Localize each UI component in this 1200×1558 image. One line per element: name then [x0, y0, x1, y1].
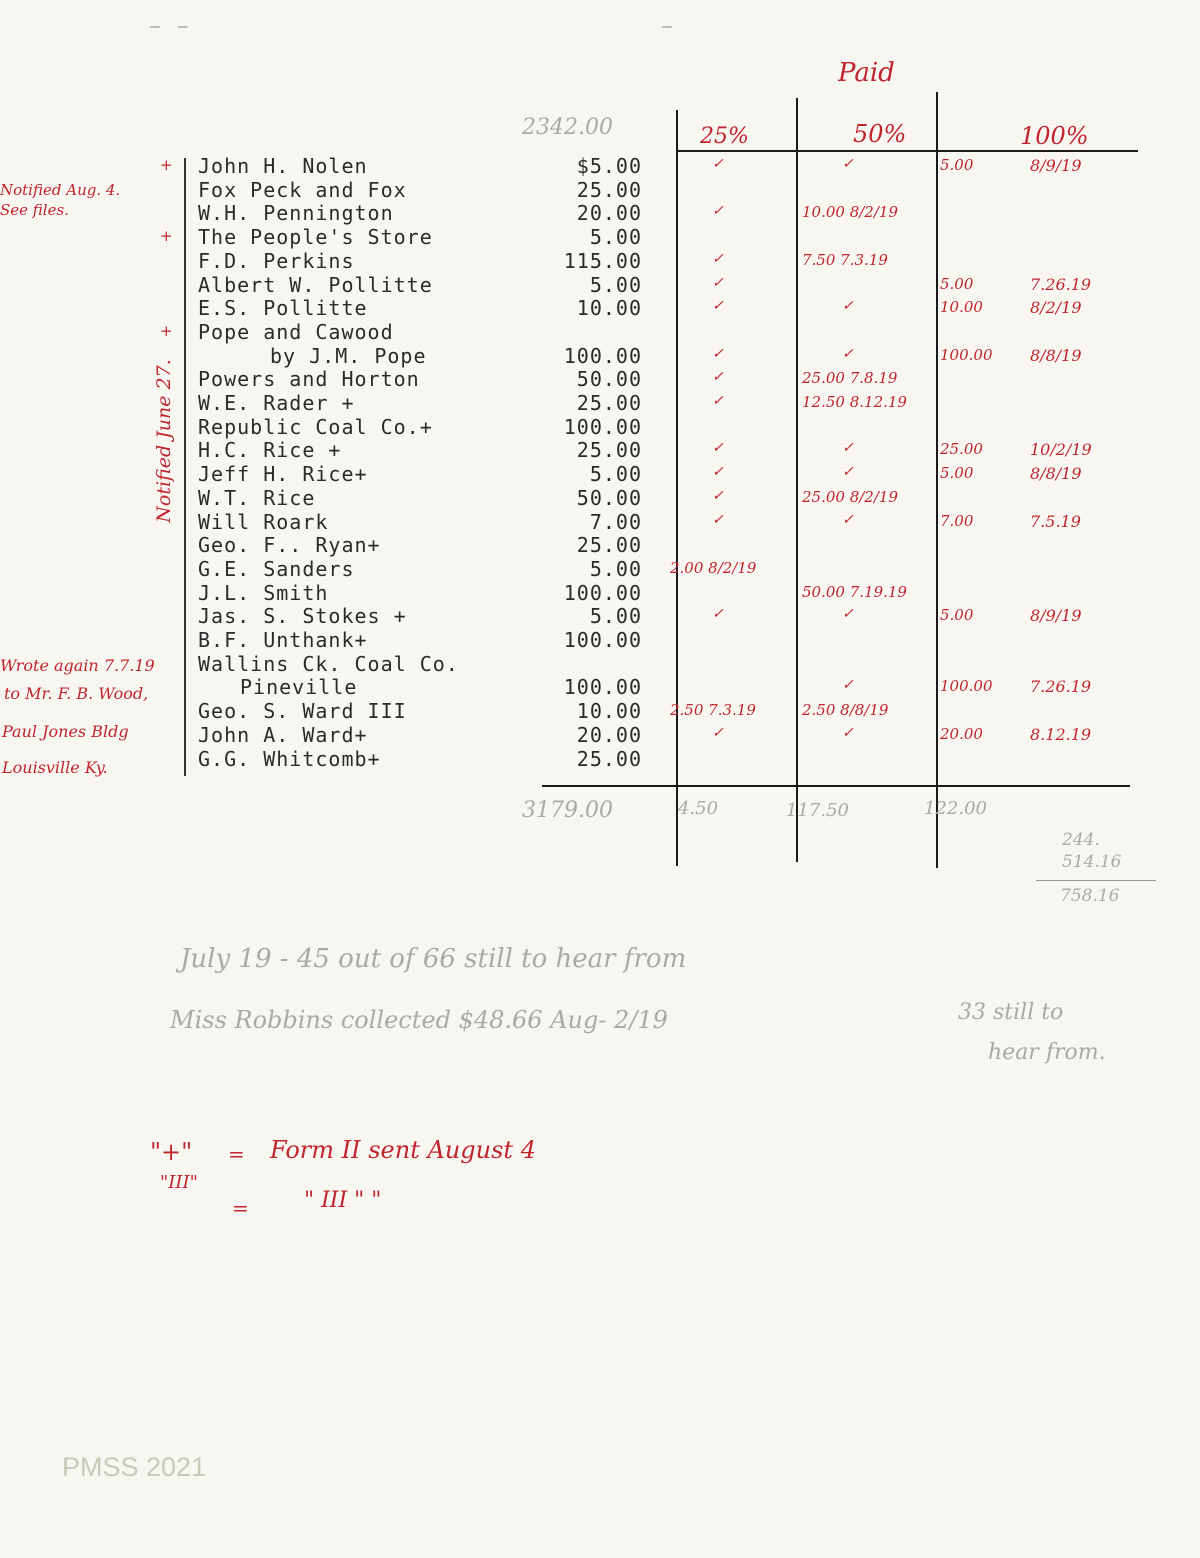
pledge-amount: 115.00	[563, 248, 642, 273]
subscriber-name: Fox Peck and Fox	[198, 177, 407, 202]
subscriber-name: The People's Store	[198, 225, 433, 250]
plus-mark: +	[160, 156, 173, 174]
legend-eq: =	[232, 1196, 249, 1220]
paid-50-cell: ✓	[842, 156, 854, 172]
pledge-amount: 25.00	[576, 177, 642, 202]
subscriber-name: Albert W. Pollitte	[198, 272, 433, 297]
side-calc-line: 514.16	[1062, 852, 1122, 872]
paid-25-cell: ✓	[712, 369, 724, 386]
pledge-amount: 10.00	[576, 699, 642, 724]
paid-25-cell: ✓	[712, 156, 724, 172]
dash-mark: —	[150, 18, 160, 36]
paid-100-date: 8/8/19	[1030, 464, 1082, 484]
subscriber-name: W.E. Rader +	[198, 391, 355, 415]
paid-100-amount: 5.00	[940, 606, 974, 625]
header-rule	[678, 150, 1138, 152]
paid-100-date: 8/9/19	[1030, 156, 1082, 175]
paid-heading: Paid	[838, 58, 895, 88]
wrote-again-line: Wrote again 7.7.19	[0, 656, 155, 675]
pledge-amount: 50.00	[576, 367, 642, 392]
paid-100-amount: 5.00	[940, 464, 974, 483]
paid-100-date: 7.26.19	[1030, 677, 1092, 697]
subscriber-name: J.L. Smith	[198, 580, 329, 605]
subscriber-name: W.T. Rice	[198, 485, 316, 510]
subscriber-name: B.F. Unthank+	[198, 628, 368, 652]
paid-25-cell: ✓	[712, 345, 724, 362]
paid-50-cell: ✓	[842, 724, 854, 741]
paid-50-cell: ✓	[842, 345, 854, 362]
paid-100-date: 7.5.19	[1030, 511, 1081, 531]
pledge-amount: 20.00	[576, 201, 642, 226]
wrote-again-line: to Mr. F. B. Wood,	[4, 684, 149, 703]
paid-50-cell: 10.00 8/2/19	[802, 203, 898, 222]
plus-mark: +	[160, 321, 173, 340]
legend-text: Form II sent August 4	[270, 1136, 536, 1164]
paid-25-cell: ✓	[712, 203, 724, 220]
pencil-note: 33 still to	[958, 1000, 1064, 1025]
total-amount: 3179.00	[522, 798, 613, 823]
column-rule	[796, 98, 798, 862]
column-rule	[936, 92, 938, 868]
subscriber-name: Jeff H. Rice+	[198, 462, 368, 487]
pledge-amount: 100.00	[563, 675, 642, 700]
paid-25-cell: ✓	[712, 511, 724, 528]
paid-25-cell: ✓	[712, 724, 724, 741]
paid-100-date: 8/9/19	[1030, 606, 1082, 626]
paid-100-date: 8/2/19	[1030, 298, 1082, 318]
paid-50-cell: ✓	[842, 677, 854, 694]
paid-50-cell: ✓	[842, 298, 854, 315]
pledge-amount: 10.00	[576, 296, 642, 321]
margin-note-notified-aug: Notified Aug. 4. See files.	[0, 181, 121, 219]
footer-watermark: PMSS 2021	[62, 1452, 207, 1482]
paid-100-date: 7.26.19	[1030, 274, 1092, 294]
paid-25-cell: ✓	[712, 250, 724, 267]
paid-100-amount: 20.00	[940, 724, 983, 743]
subscriber-name: Geo. F.. Ryan+	[198, 533, 381, 558]
dash-mark: —	[662, 18, 672, 36]
pledge-amount: 25.00	[576, 533, 642, 558]
legend-symbol: "+"	[150, 1138, 193, 1166]
total-25: 4.50	[678, 798, 719, 819]
paid-25-cell: ✓	[712, 464, 724, 481]
total-50: 117.50	[786, 800, 849, 821]
paid-50-cell: 12.50 8.12.19	[802, 393, 907, 411]
paid-100-amount: 100.00	[940, 677, 993, 696]
pledge-amount: 5.00	[589, 604, 642, 629]
pencil-note: hear from.	[988, 1040, 1106, 1065]
pledge-amount: 5.00	[589, 556, 642, 581]
paid-100-amount: 25.00	[940, 440, 983, 459]
pledge-amount: 5.00	[589, 272, 642, 297]
pledge-amount: 5.00	[589, 462, 642, 487]
wrote-again-line: Paul Jones Bldg	[2, 722, 129, 741]
col-100-header: 100%	[1020, 122, 1089, 150]
side-calc-line: 244.	[1062, 830, 1100, 850]
side-calc-line: 758.16	[1060, 886, 1120, 906]
paid-25-cell: ✓	[712, 298, 724, 315]
paid-25-cell: ✓	[712, 487, 724, 504]
pledge-amount: 20.00	[576, 722, 642, 747]
total-rule	[542, 785, 1130, 787]
subscriber-name: Pineville	[240, 675, 358, 700]
paid-100-date: 10/2/19	[1030, 440, 1092, 460]
pledge-amount: 100.00	[563, 628, 642, 652]
subscriber-name: Pope and Cawood	[198, 319, 394, 344]
subscriber-name: F.D. Perkins	[198, 248, 355, 273]
subscriber-name: Republic Coal Co.+	[198, 414, 433, 439]
subscriber-name: Wallins Ck. Coal Co.	[198, 651, 459, 676]
subscriber-name: Powers and Horton	[198, 367, 420, 392]
margin-note-notified-june: Notified June 27.	[152, 359, 175, 523]
paid-100-amount: 10.00	[940, 298, 983, 317]
total-100: 122.00	[924, 798, 987, 819]
subscriber-name: E.S. Pollitte	[198, 296, 368, 321]
legend-symbol: "III"	[160, 1172, 198, 1193]
legend-text: " III " "	[304, 1188, 382, 1213]
subscriber-name: Geo. S. Ward III	[198, 699, 407, 724]
col-25-header: 25%	[700, 124, 749, 149]
pledge-amount: 5.00	[589, 225, 642, 250]
list-brace	[184, 158, 196, 776]
pledge-amount: 100.00	[563, 343, 642, 368]
subscriber-name: by J.M. Pope	[270, 343, 427, 368]
pledge-amount: 25.00	[576, 746, 642, 771]
legend-eq: =	[228, 1142, 245, 1166]
paid-25-cell: ✓	[712, 606, 724, 623]
pledge-amount: 25.00	[576, 391, 642, 415]
subscriber-name: W.H. Pennington	[198, 201, 394, 226]
subscriber-name: G.E. Sanders	[198, 556, 355, 581]
dash-mark: —	[178, 18, 188, 36]
paid-50-cell: 25.00 8/2/19	[802, 487, 898, 506]
paid-25-cell: 2.50 7.3.19	[670, 701, 756, 720]
pledge-amount: $5.00	[576, 154, 642, 178]
paid-100-date: 8.12.19	[1030, 724, 1092, 744]
paid-50-cell: 7.50 7.3.19	[802, 250, 888, 269]
wrote-again-line: Louisville Ky.	[2, 758, 108, 777]
paid-25-cell: ✓	[712, 440, 724, 457]
plus-mark: +	[160, 227, 173, 246]
column-rule	[676, 110, 678, 866]
paid-100-amount: 7.00	[940, 511, 974, 530]
pledge-amount: 100.00	[563, 580, 642, 605]
paid-50-cell: ✓	[842, 606, 854, 623]
subscriber-name: John A. Ward+	[198, 722, 368, 747]
side-calc-rule	[1036, 880, 1156, 881]
paid-50-cell: ✓	[842, 511, 854, 528]
subscriber-name: John H. Nolen	[198, 154, 368, 178]
paid-50-cell: 2.50 8/8/19	[802, 701, 889, 720]
subscriber-name: Jas. S. Stokes +	[198, 604, 407, 629]
pencil-note: July 19 - 45 out of 66 still to hear from	[180, 944, 687, 974]
paid-100-date: 8/8/19	[1030, 345, 1082, 365]
pledge-amount: 100.00	[563, 414, 642, 439]
col-50-header: 50%	[853, 120, 907, 148]
pledge-amount: 7.00	[589, 509, 642, 534]
paid-25-cell: ✓	[712, 274, 724, 291]
paid-50-cell: ✓	[842, 440, 854, 457]
paid-25-cell: 2.00 8/2/19	[670, 558, 757, 577]
paid-50-cell: 25.00 7.8.19	[802, 369, 898, 388]
paid-100-amount: 5.00	[940, 274, 974, 293]
subscriber-name: Will Roark	[198, 509, 329, 534]
subscriber-name: G.G. Whitcomb+	[198, 746, 381, 771]
paid-50-cell: ✓	[842, 464, 854, 481]
pledge-amount: 50.00	[576, 485, 642, 510]
subscriber-name: H.C. Rice +	[198, 438, 342, 463]
paid-25-cell: ✓	[712, 393, 724, 409]
paid-50-cell: 50.00 7.19.19	[802, 582, 907, 601]
pencil-note: Miss Robbins collected $48.66 Aug- 2/19	[170, 1006, 668, 1034]
paid-100-amount: 100.00	[940, 345, 993, 364]
paid-100-amount: 5.00	[940, 156, 974, 174]
pledge-amount: 25.00	[576, 438, 642, 463]
top-total: 2342.00	[522, 115, 613, 140]
